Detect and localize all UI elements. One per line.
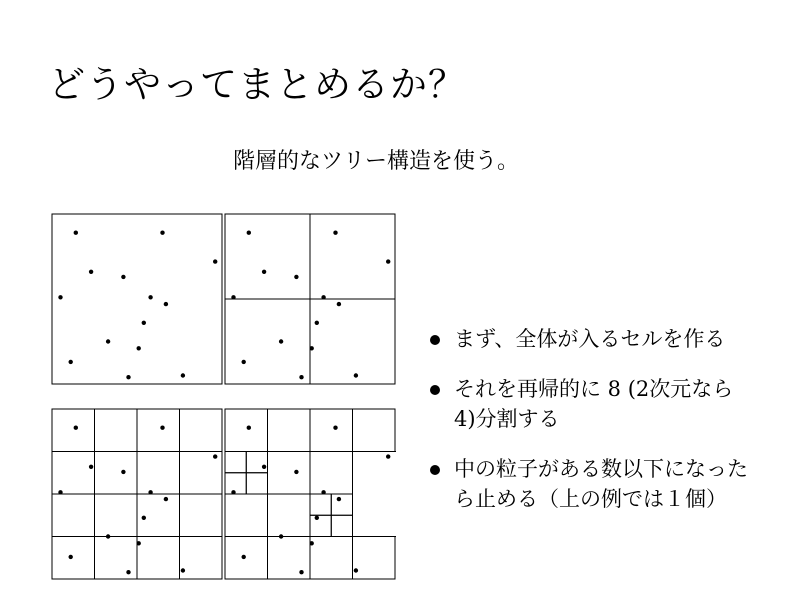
particle-dot bbox=[262, 270, 266, 274]
particle-dot bbox=[262, 465, 266, 469]
particle-dot bbox=[231, 490, 235, 494]
tree-cell bbox=[310, 537, 353, 580]
particle-dot bbox=[247, 231, 251, 235]
tree-panel-level-1 bbox=[224, 213, 396, 385]
particle-dot bbox=[310, 541, 314, 545]
particle-dot bbox=[106, 339, 110, 343]
particle-dot bbox=[69, 555, 73, 559]
tree-cell bbox=[137, 537, 180, 580]
tree-cell bbox=[52, 214, 222, 384]
tree-cell bbox=[310, 409, 353, 452]
tree-cell bbox=[310, 515, 331, 536]
tree-cell bbox=[52, 537, 95, 580]
particle-dot bbox=[279, 534, 283, 538]
tree-cell bbox=[353, 537, 396, 580]
particle-dot bbox=[337, 302, 341, 306]
bullet-dot-icon bbox=[430, 465, 440, 475]
tree-cell bbox=[353, 452, 397, 537]
particle-dot bbox=[310, 346, 314, 350]
particle-dot bbox=[294, 470, 298, 474]
particle-dot bbox=[354, 568, 358, 572]
tree-cell bbox=[268, 409, 311, 452]
particle-dot bbox=[247, 426, 251, 430]
tree-cell bbox=[225, 473, 246, 494]
particle-dot bbox=[148, 295, 152, 299]
particle-dot bbox=[69, 360, 73, 364]
tree-cell bbox=[52, 494, 95, 537]
tree-cell bbox=[310, 299, 395, 384]
particle-dot bbox=[137, 346, 141, 350]
bullet-dot-icon bbox=[430, 385, 440, 395]
particle-dot bbox=[386, 259, 390, 263]
particle-dot bbox=[148, 490, 152, 494]
tree-panel-adaptive bbox=[224, 408, 396, 580]
tree-panel-level-2 bbox=[51, 408, 223, 580]
particle-dot bbox=[181, 373, 185, 377]
particle-dot bbox=[354, 373, 358, 377]
tree-cell bbox=[225, 299, 310, 384]
particle-dot bbox=[242, 555, 246, 559]
tree-cell bbox=[268, 452, 311, 495]
particle-dot bbox=[231, 295, 235, 299]
tree-cell bbox=[137, 494, 180, 537]
tree-cell bbox=[331, 515, 352, 536]
particle-dot bbox=[315, 321, 319, 325]
bullet-text: まず、全体が入るセルを作る bbox=[454, 327, 726, 351]
bullet-text: それを再帰的に 8 (2次元なら4)分割する bbox=[454, 377, 734, 431]
particle-dot bbox=[106, 534, 110, 538]
tree-cell bbox=[310, 452, 353, 495]
tree-cell bbox=[137, 409, 180, 452]
tree-cell bbox=[246, 473, 267, 494]
particle-dot bbox=[299, 375, 303, 379]
particle-dot bbox=[181, 568, 185, 572]
particle-dot bbox=[89, 465, 93, 469]
particle-dot bbox=[160, 231, 164, 235]
particle-dot bbox=[333, 426, 337, 430]
bullet-item bbox=[430, 454, 750, 514]
tree-cell bbox=[353, 409, 396, 452]
tree-cell bbox=[310, 214, 395, 299]
bullet-item bbox=[430, 374, 750, 434]
particle-dot bbox=[333, 231, 337, 235]
bullet-item bbox=[430, 324, 750, 354]
bullet-text: 中の粒子がある数以下になったら止める（上の例では１個） bbox=[454, 457, 748, 511]
tree-cell bbox=[52, 452, 95, 495]
tree-cell bbox=[225, 214, 310, 299]
particle-dot bbox=[337, 497, 341, 501]
particle-dot bbox=[213, 259, 217, 263]
particle-dot bbox=[321, 490, 325, 494]
particle-dot bbox=[279, 339, 283, 343]
particle-dot bbox=[74, 426, 78, 430]
tree-cell bbox=[225, 409, 268, 452]
tree-cell bbox=[225, 537, 268, 580]
particle-dot bbox=[137, 541, 141, 545]
bullet-list bbox=[430, 324, 750, 534]
particle-dot bbox=[164, 302, 168, 306]
tree-cell bbox=[310, 494, 331, 515]
tree-cell bbox=[180, 537, 223, 580]
slide-subtitle: 階層的なツリー構造を使う。 bbox=[233, 149, 520, 174]
tree-cell bbox=[95, 494, 138, 537]
particle-dot bbox=[299, 570, 303, 574]
particle-dot bbox=[74, 231, 78, 235]
particle-dot bbox=[121, 470, 125, 474]
particle-dot bbox=[121, 275, 125, 279]
tree-cell bbox=[95, 409, 138, 452]
particle-dot bbox=[386, 454, 390, 458]
tree-cell bbox=[180, 494, 223, 537]
tree-cell bbox=[180, 409, 223, 452]
tree-cell bbox=[246, 452, 267, 473]
particle-dot bbox=[321, 295, 325, 299]
particle-dot bbox=[213, 454, 217, 458]
particle-dot bbox=[315, 516, 319, 520]
tree-cell bbox=[268, 494, 311, 537]
particle-dot bbox=[58, 490, 62, 494]
bullet-dot-icon bbox=[430, 335, 440, 345]
particle-dot bbox=[126, 570, 130, 574]
tree-cell bbox=[137, 452, 180, 495]
tree-panel-root-cell bbox=[51, 213, 223, 385]
particle-dot bbox=[160, 426, 164, 430]
tree-cell bbox=[52, 409, 95, 452]
tree-cell bbox=[225, 452, 246, 473]
particle-dot bbox=[126, 375, 130, 379]
tree-cell bbox=[225, 494, 268, 537]
particle-dot bbox=[89, 270, 93, 274]
particle-dot bbox=[164, 497, 168, 501]
particle-dot bbox=[142, 516, 146, 520]
tree-cell bbox=[95, 452, 138, 495]
particle-dot bbox=[294, 275, 298, 279]
particle-dot bbox=[242, 360, 246, 364]
particle-dot bbox=[142, 321, 146, 325]
particle-dot bbox=[58, 295, 62, 299]
tree-cell bbox=[331, 494, 352, 515]
slide-title: どうやってまとめるか？ bbox=[48, 63, 466, 106]
